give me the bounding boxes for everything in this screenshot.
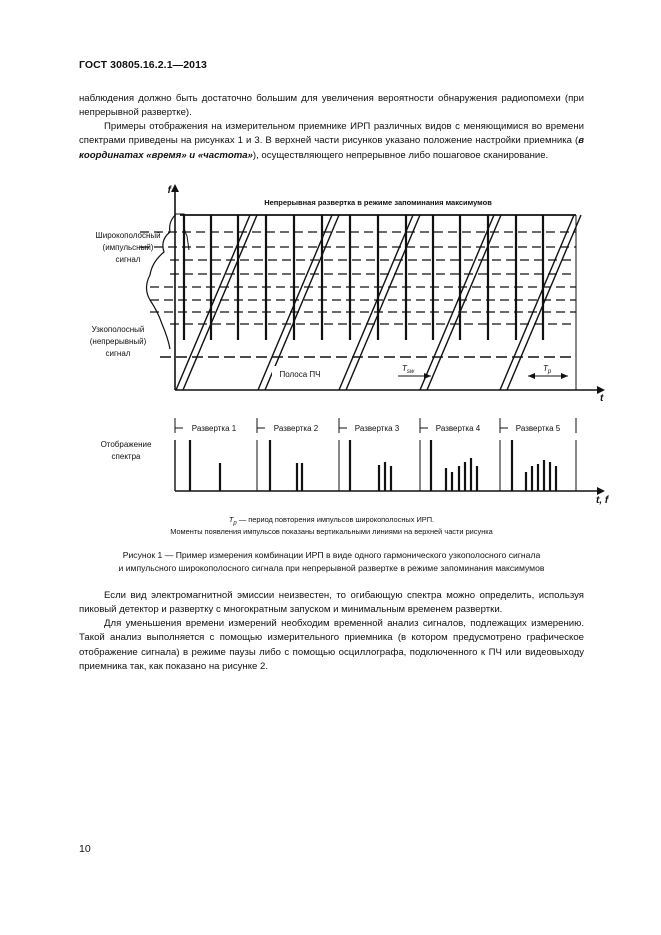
narrowband-label-2: (непрерывный): [89, 337, 147, 346]
note-symbol: T: [228, 515, 234, 524]
axis-label-tf: t, f: [596, 495, 609, 506]
figure-note-line-2: Моменты появления импульсов показаны вертикальными линиями на верхней части рисунка: [170, 527, 493, 536]
sweep-label-2: Развертка 2: [273, 424, 319, 433]
sweep-label-5: Развертка 5: [515, 424, 561, 433]
paragraph-2: [79, 120, 584, 163]
axis-label-t: t: [600, 393, 604, 404]
tp-label: $T_p$: [543, 364, 552, 375]
spectrum-axis-arrow: [597, 487, 605, 495]
paragraph-2-emphasis: в координатах «время» и «частота»: [79, 135, 584, 161]
tp-arrow-right: [561, 373, 568, 379]
narrowband-label-1: Узкополосный: [91, 325, 145, 334]
note-symbol-sub: p: [233, 520, 237, 527]
wideband-label-2: (импульсный): [102, 243, 154, 252]
paragraph-3: Если вид электромагнитной эмиссии неизвестен, то огибающую спектра можно определить, используя пиковый детектор и развертку с многократным запуском и минимальным временем развертки.: [79, 590, 584, 616]
sweep-label-3: Развертка 3: [354, 424, 400, 433]
impulse-lines-upper: [184, 215, 543, 340]
sweep-label-4: Развертка 4: [435, 424, 481, 433]
spectrum-bars: [190, 440, 556, 491]
narrowband-label-3: сигнал: [105, 349, 131, 358]
document-header: ГОСТ 30805.16.2.1—2013: [79, 59, 207, 71]
paragraph-2-text-a: Примеры отображения на измерительном приемнике ИРП различных видов с меняющимися во времени спектрами приведены на рисунках 1 и 3. В верхней части рисунков указано положение настройки приемника (: [79, 121, 584, 147]
tp-arrow-left: [528, 373, 535, 379]
figure-caption-line-1: Рисунок 1 — Пример измерения комбинации ИРП в виде одного гармонического узкополосного сигнала: [122, 550, 541, 560]
figure-title: Непрерывная развертка в режиме запоминания максимумов: [264, 198, 492, 207]
if-band-label: Полоса ПЧ: [279, 370, 321, 379]
spectrum-separators: [257, 440, 576, 491]
wideband-label-3: сигнал: [115, 255, 141, 264]
wideband-label-1: Широкополосный: [95, 231, 161, 240]
figure-caption-line-2: и импульсного широкополосного сигнала при непрерывной развертке в режиме запоминания максимумов: [118, 563, 545, 573]
note-text: — период повторения импульсов широкополосных ИРП.: [236, 515, 435, 524]
frequency-axis-arrow: [171, 184, 179, 192]
tsw-label: $T_{sw}$: [402, 364, 415, 375]
axis-label-f: f: [167, 185, 171, 196]
display-label-1: Отображение: [100, 440, 152, 449]
frequency-gridlines: [140, 232, 576, 324]
page-number: 10: [79, 843, 91, 855]
display-label-2: спектра: [111, 452, 141, 461]
paragraph-1: наблюдения должно быть достаточно большим для увеличения вероятности обнаружения радиопомехи (при непрерывной развертке).: [79, 93, 584, 119]
paragraph-4: Для уменьшения времени измерений необходим временной анализ сигналов, подлежащих измерению. Такой анализ выполняется с помощью измерительного приемника (в котором предусмотрено графическое отображение сигнала) в режиме паузы либо с помощью осциллографа, подключенного к ПЧ или видеовыходу приемника так, как показано на рисунке 2.: [79, 618, 584, 672]
paragraph-2-text-b: ), осуществляющего непрерывное либо пошаговое сканирование.: [252, 149, 549, 161]
figure-1-diagram: [0, 180, 661, 510]
sweep-label-1: Развертка 1: [191, 424, 237, 433]
